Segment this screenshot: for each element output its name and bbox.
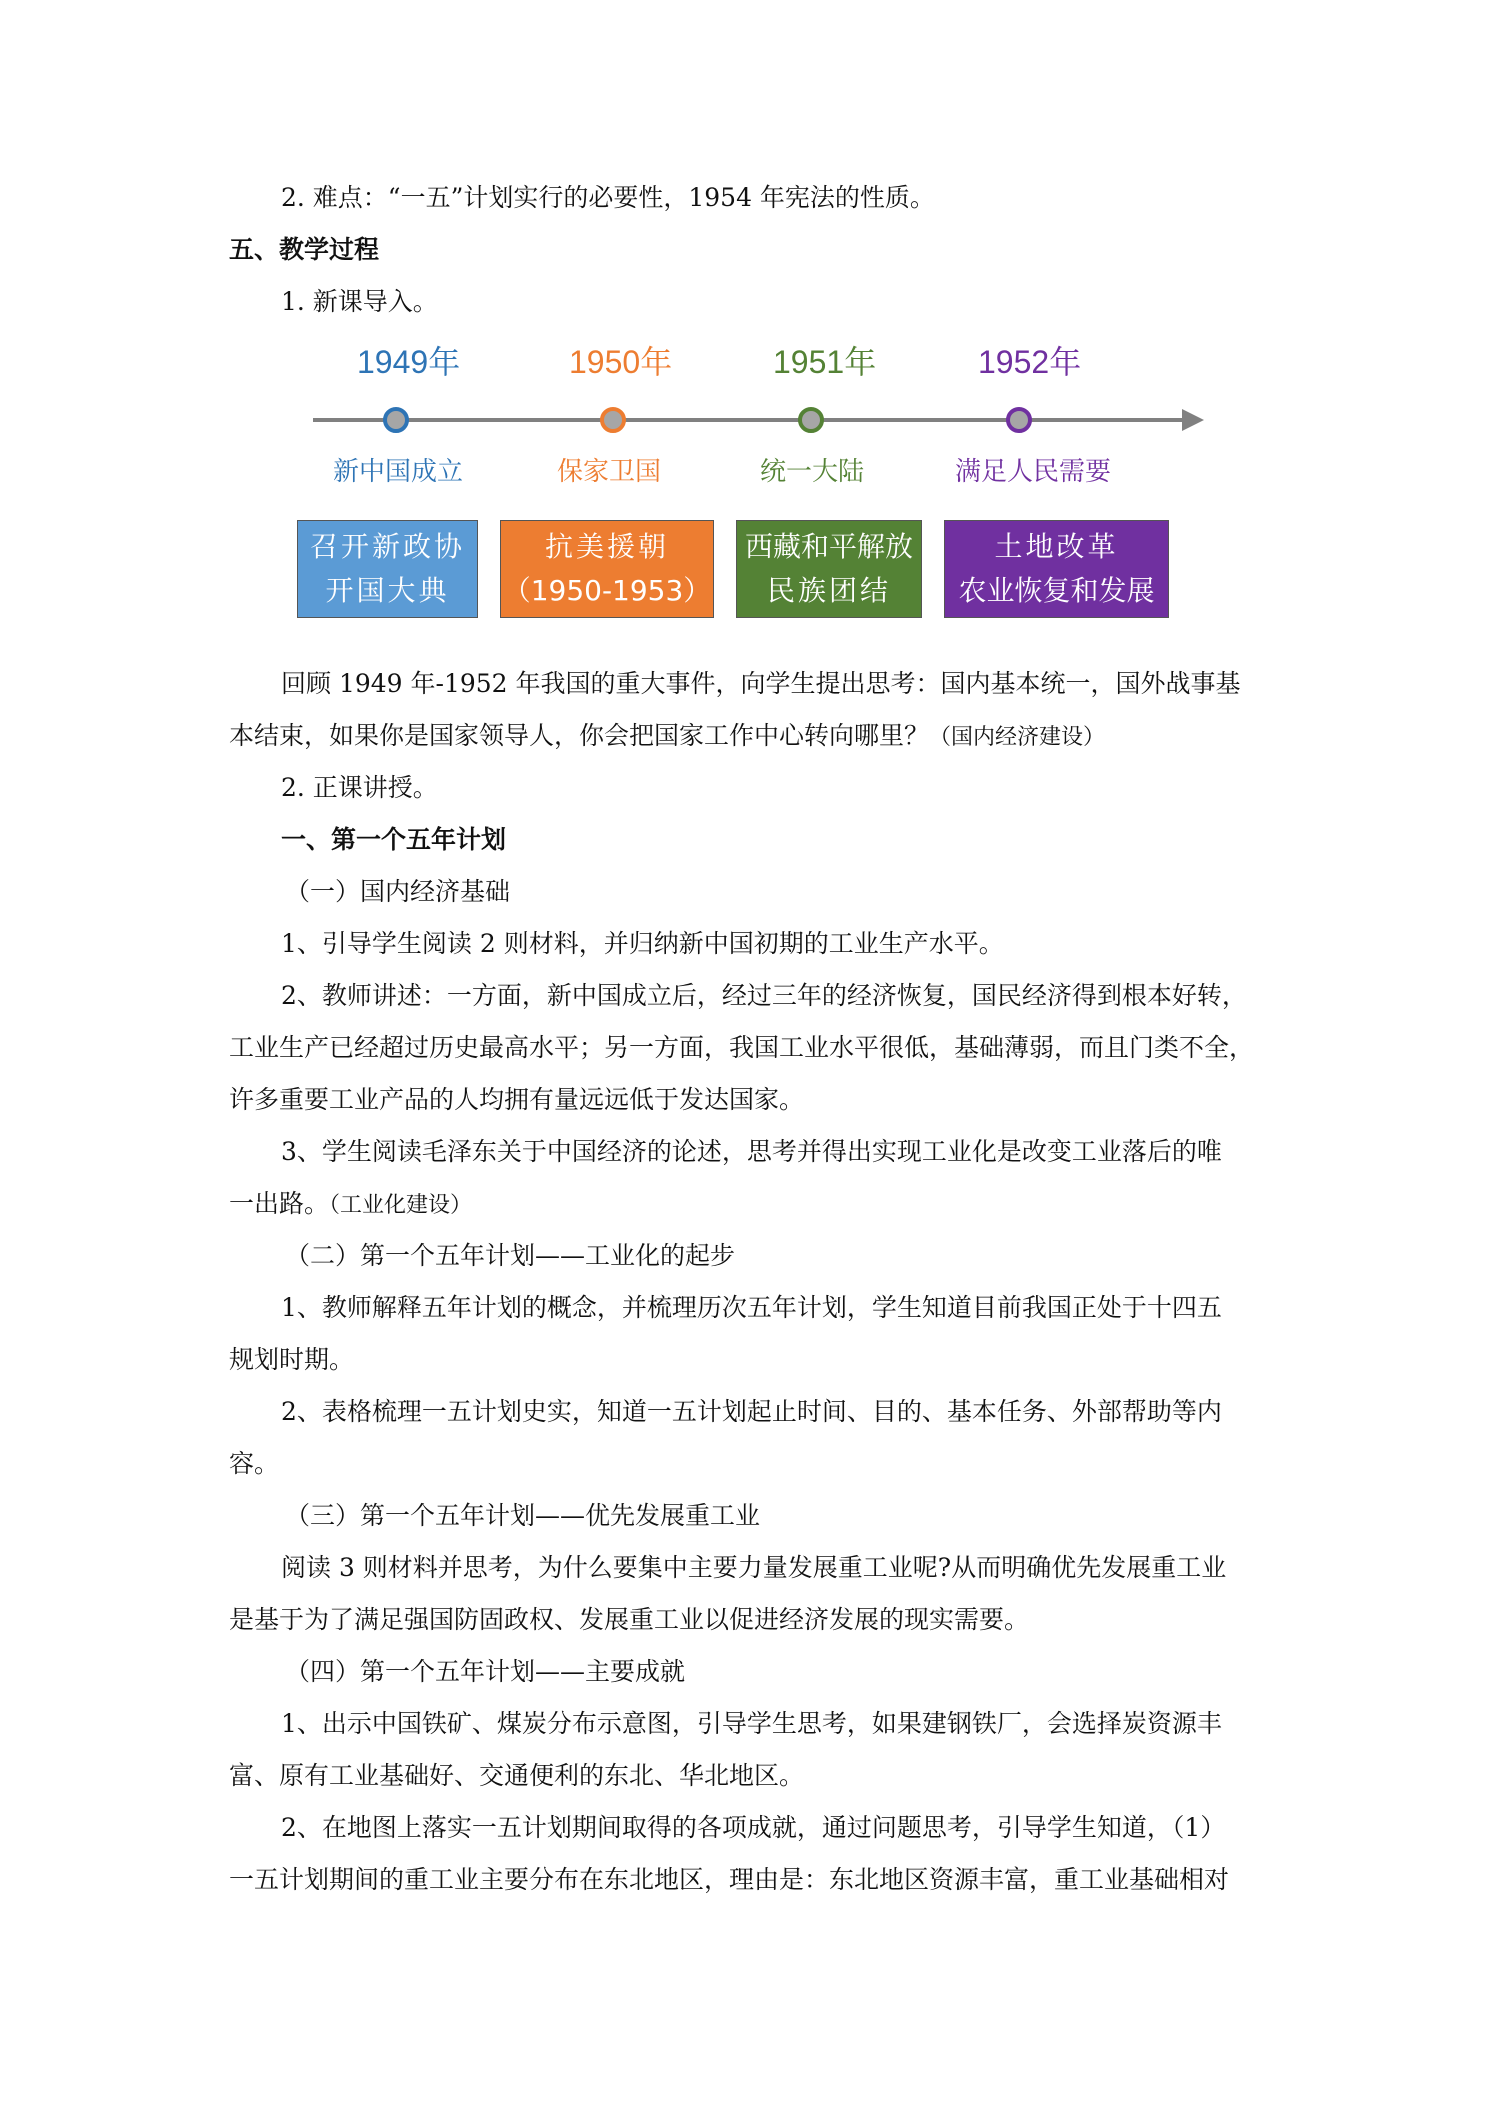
lecture-line: 2. 正课讲授。	[281, 773, 438, 802]
paragraph-5-line-1: 2、表格梳理一五计划史实，知道一五计划起止时间、目的、基本任务、外部帮助等内	[281, 1397, 1222, 1426]
difficulty-line: 2. 难点：“一五”计划实行的必要性，1954 年宪法的性质。	[281, 183, 935, 212]
section-heading-teaching-process: 五、教学过程	[229, 235, 380, 264]
heading-first-five-year-plan: 一、第一个五年计划	[281, 825, 507, 854]
timeline-event-1951: 统一大陆	[760, 457, 865, 487]
paragraph-4-line-2: 规划时期。	[229, 1345, 355, 1374]
review-line-2	[229, 719, 1488, 755]
subheading-industrialization-start: （二）第一个五年计划——工业化的起步	[285, 1241, 736, 1270]
paragraph-5-line-2: 容。	[229, 1449, 280, 1478]
timeline-box-1949	[297, 520, 478, 618]
box-1951-line1: 西藏和平解放	[744, 530, 913, 563]
paragraph-6-line-1: 阅读 3 则材料并思考，为什么要集中主要力量发展重工业呢?从而明确优先发展重工业	[281, 1553, 1227, 1582]
timeline-event-1952: 满足人民需要	[955, 457, 1112, 487]
paragraph-7-line-2: 富、原有工业基础好、交通便利的东北、华北地区。	[229, 1761, 805, 1790]
paragraph-1: 1、引导学生阅读 2 则材料，并归纳新中国初期的工业生产水平。	[281, 929, 1004, 958]
timeline-event-1949: 新中国成立	[333, 457, 464, 487]
paragraph-3-line-2	[229, 1187, 1488, 1223]
timeline-box-1952	[944, 520, 1169, 618]
paragraph-8-line-2: 一五计划期间的重工业主要分布在东北地区，理由是：东北地区资源丰富，重工业基础相对	[229, 1865, 1230, 1894]
review-note: （国内经济建设）	[929, 725, 1106, 750]
timeline-box-1950	[500, 520, 714, 618]
box-1952-line1: 土地改革	[994, 530, 1119, 563]
paragraph-3-note: （工业化建设）	[329, 1193, 473, 1218]
paragraph-3-line-1: 3、学生阅读毛泽东关于中国经济的论述，思考并得出实现工业化是改变工业落后的唯	[281, 1137, 1222, 1166]
paragraph-2-line-3: 许多重要工业产品的人均拥有量远远低于发达国家。	[229, 1085, 805, 1114]
timeline-node-1950	[602, 409, 624, 431]
paragraph-8-line-1: 2、在地图上落实一五计划期间取得的各项成就，通过问题思考，引导学生知道，（1）	[281, 1813, 1226, 1842]
timeline-event-1950: 保家卫国	[557, 457, 662, 487]
timeline-node-1952	[1008, 409, 1030, 431]
box-1952-line2: 农业恢复和发展	[958, 574, 1155, 607]
paragraph-4-line-1: 1、教师解释五年计划的概念，并梳理历次五年计划，学生知道目前我国正处于十四五	[281, 1293, 1222, 1322]
box-1949-line2: 开国大典	[325, 574, 450, 607]
timeline-year-1951: 1951年	[773, 344, 877, 380]
box-1950-line2: （1950-1953）	[502, 574, 712, 607]
paragraph-2-line-2: 工业生产已经超过历史最高水平；另一方面，我国工业水平很低，基础薄弱，而且门类不全，	[229, 1033, 1255, 1062]
timeline-box-1951	[736, 520, 922, 618]
subheading-heavy-industry: （三）第一个五年计划——优先发展重工业	[285, 1501, 761, 1530]
paragraph-6-line-2: 是基于为了满足强国防固政权、发展重工业以促进经济发展的现实需要。	[229, 1605, 1030, 1634]
box-1950-line1: 抗美援朝	[544, 530, 669, 563]
subheading-achievements: （四）第一个五年计划——主要成就	[285, 1657, 686, 1686]
paragraph-3-text: 一出路。	[229, 1189, 330, 1218]
paragraph-2-line-1: 2、教师讲述：一方面，新中国成立后，经过三年的经济恢复，国民经济得到根本好转，	[281, 981, 1247, 1010]
intro-line: 1. 新课导入。	[281, 287, 438, 316]
box-1949-line1: 召开新政协	[309, 530, 465, 563]
timeline-year-1952: 1952年	[978, 344, 1082, 380]
timeline-arrow-icon	[1182, 409, 1204, 431]
timeline-axis	[0, 380, 1488, 460]
box-1951-line2: 民族团结	[766, 574, 891, 607]
timeline-year-1949: 1949年	[357, 344, 461, 380]
paragraph-7-line-1: 1、出示中国铁矿、煤炭分布示意图，引导学生思考，如果建钢铁厂，会选择炭资源丰	[281, 1709, 1222, 1738]
timeline-node-1951	[800, 409, 822, 431]
review-text: 本结束，如果你是国家领导人，你会把国家工作中心转向哪里？	[229, 721, 930, 750]
subheading-economic-basis: （一）国内经济基础	[285, 877, 511, 906]
review-line-1: 回顾 1949 年-1952 年我国的重大事件，向学生提出思考：国内基本统一，国外战事基	[281, 669, 1241, 698]
timeline-year-1950: 1950年	[569, 344, 673, 380]
timeline-node-1949	[385, 409, 407, 431]
